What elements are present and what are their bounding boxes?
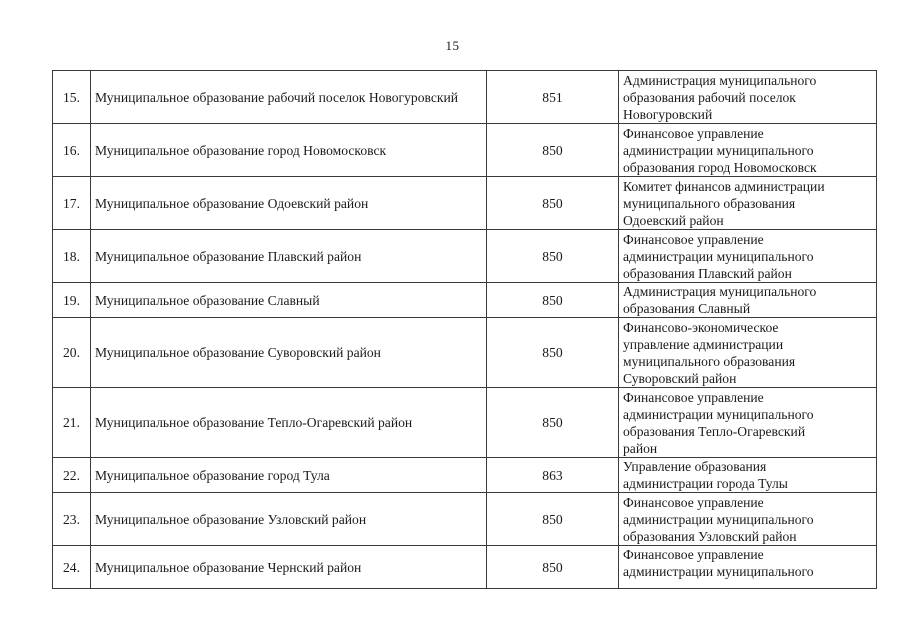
administrator-line: Администрация муниципального — [623, 72, 817, 88]
administrator-line: образования Славный — [623, 301, 751, 316]
administrator-line: образования Тепло-Огаревский — [623, 423, 806, 439]
administrator-line: образования Плавский район — [623, 265, 792, 281]
administrator-line: администрации муниципального — [623, 511, 814, 527]
administrator-line: Новогуровский — [623, 106, 713, 122]
administrator-line: Финансовое управление — [623, 547, 764, 562]
row-number: 23. — [53, 493, 91, 546]
administrator-name — [619, 230, 877, 283]
administrator-line: Финансовое управление — [623, 231, 764, 247]
row-number: 17. — [53, 177, 91, 230]
row-number: 18. — [53, 230, 91, 283]
administrator-line: администрации муниципального — [623, 248, 814, 264]
table-row — [53, 230, 877, 283]
administrator-name — [619, 493, 877, 546]
budget-code: 850 — [487, 546, 619, 589]
row-number: 22. — [53, 458, 91, 493]
table-row — [53, 71, 877, 124]
administrator-name — [619, 388, 877, 458]
budget-code: 850 — [487, 230, 619, 283]
administrator-line: управление администрации — [623, 336, 784, 352]
municipality-name: Муниципальное образование Одоевский район — [91, 177, 487, 230]
municipality-name: Муниципальное образование Узловский район — [91, 493, 487, 546]
administrator-name — [619, 458, 877, 493]
administrator-name — [619, 71, 877, 124]
budget-code: 863 — [487, 458, 619, 493]
municipality-name: Муниципальное образование Тепло-Огаревский район — [91, 388, 487, 458]
table-row — [53, 318, 877, 388]
administrator-line: Финансовое управление — [623, 125, 764, 141]
administrator-line: образования город Новомосковск — [623, 159, 817, 175]
table-row — [53, 124, 877, 177]
administrator-line: администрации города Тулы — [623, 476, 788, 491]
municipality-name: Муниципальное образование Плавский район — [91, 230, 487, 283]
page-number: 15 — [445, 38, 460, 53]
table-row — [53, 388, 877, 458]
administrator-line: Финансовое управление — [623, 389, 764, 405]
administrator-name — [619, 318, 877, 388]
administrator-line: район — [623, 440, 658, 456]
municipal-registry-table — [52, 70, 877, 589]
table-row — [53, 458, 877, 493]
administrator-line: Комитет финансов администрации — [623, 178, 825, 194]
administrator-line: образования Узловский район — [623, 528, 797, 544]
administrator-line: муниципального образования — [623, 195, 796, 211]
administrator-line: Финансово-экономическое — [623, 319, 779, 335]
row-number: 15. — [53, 71, 91, 124]
administrator-line: администрации муниципального — [623, 406, 814, 422]
administrator-name — [619, 177, 877, 230]
budget-code: 851 — [487, 71, 619, 124]
table-row — [53, 493, 877, 546]
administrator-line: Управление образования — [623, 459, 767, 474]
row-number: 24. — [53, 546, 91, 589]
administrator-name — [619, 546, 877, 589]
budget-code: 850 — [487, 283, 619, 318]
budget-code: 850 — [487, 177, 619, 230]
row-number: 20. — [53, 318, 91, 388]
administrator-line: Суворовский район — [623, 370, 737, 386]
municipality-name: Муниципальное образование город Новомосковск — [91, 124, 487, 177]
budget-code: 850 — [487, 124, 619, 177]
budget-code: 850 — [487, 493, 619, 546]
row-number: 21. — [53, 388, 91, 458]
budget-code: 850 — [487, 318, 619, 388]
administrator-line: Одоевский район — [623, 212, 724, 228]
municipality-name: Муниципальное образование рабочий поселок Новогуровский — [91, 71, 487, 124]
table-row — [53, 177, 877, 230]
table-row — [53, 283, 877, 318]
administrator-line: администрации муниципального — [623, 142, 814, 158]
municipality-name: Муниципальное образование Славный — [91, 283, 487, 318]
administrator-line: администрации муниципального — [623, 564, 814, 579]
municipality-name: Муниципальное образование Чернский район — [91, 546, 487, 589]
table-row — [53, 546, 877, 589]
administrator-line: образования рабочий поселок — [623, 89, 796, 105]
municipality-name: Муниципальное образование Суворовский район — [91, 318, 487, 388]
administrator-line: Финансовое управление — [623, 494, 764, 510]
administrator-line: муниципального образования — [623, 353, 796, 369]
row-number: 19. — [53, 283, 91, 318]
budget-code: 850 — [487, 388, 619, 458]
municipality-name: Муниципальное образование город Тула — [91, 458, 487, 493]
administrator-line: Администрация муниципального — [623, 284, 817, 299]
administrator-name — [619, 124, 877, 177]
administrator-name — [619, 283, 877, 318]
row-number: 16. — [53, 124, 91, 177]
